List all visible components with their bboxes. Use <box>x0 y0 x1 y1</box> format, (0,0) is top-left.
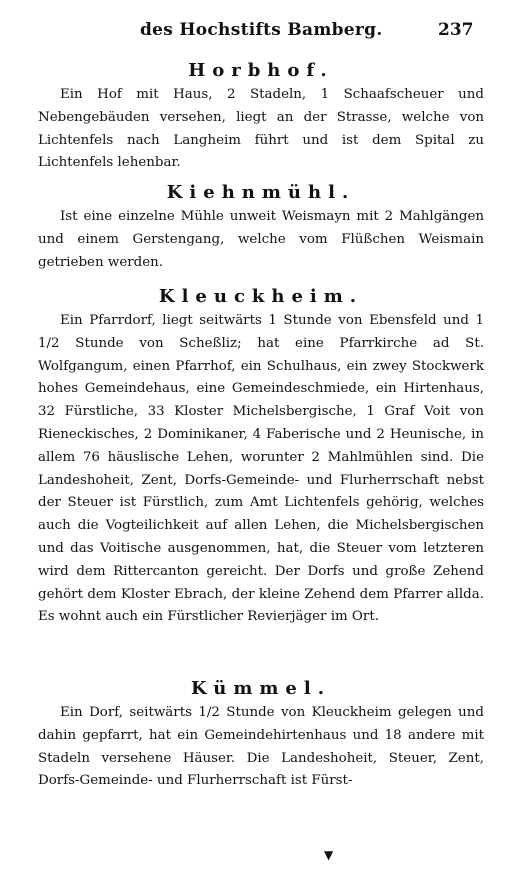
entry-heading: Kümmel. <box>191 678 331 699</box>
entry-text: Ein Pfarrdorf, liegt seitwärts 1 Stunde von Ebensfeld und 1 1/2 Stunde von Scheßliz; hat eine Pfarrkirche ad St. Wolfgangum, einen Pfarrhof, ein Schulhaus, ein zwey Stockwerk hohes Gemeindehaus, eine Gemeindeschmiede, ein Hirtenhaus, 32 Fürstliche, 33 Kloster Michelsbergische, 1 Graf Voit von Rieneckisches, 2 Dominikaner, 4 Faberische und 2 Heunische, in allem 76 häuslische Lehen, worunter 2 Mahlmühlen sind. Die Landeshoheit, Zent, Dorfs-Gemeinde- und Flurherrschaft nebst der Steuer ist Fürstlich, zum Amt Lichtenfels gehörig, welches auch die Vogteilichkeit auf allen Lehen, die Michelsbergischen und das Voitische ausgenommen, hat, die Steuer vom letzteren wird dem Rittercanton gereicht. Der Dorfs und große Zehend gehört dem Kloster Ebrach, der kleine Zehend dem Pfarrer allda. Es wohnt auch ein Fürstlicher Revierjäger im Ort. <box>38 313 484 625</box>
entry-heading: Horbhof. <box>188 60 334 81</box>
entry-heading: Kiehnmühl. <box>166 182 356 203</box>
page-number: 237 <box>438 20 474 40</box>
entry-text: Ist eine einzelne Mühle unweit Weismayn mit 2 Mahlgängen und einem Gerstengang, welche vom Flüßchen Weismain getrieben werden. <box>38 209 484 270</box>
entry-kuemmel <box>38 676 484 793</box>
entry-text: Ein Hof mit Haus, 2 Stadeln, 1 Schaafscheuer und Nebengebäuden versehen, liegt an der Strasse, welche von Lichtenfels nach Langheim führt und ist dem Spital zu Lichtenfels lehenbar. <box>38 87 484 171</box>
entry-text: Ein Dorf, seitwärts 1/2 Stunde von Kleuckheim gelegen und dahin gepfarrt, hat ein Gemeindehirtenhaus und 18 andere mit Stadeln versehene Häuser. Die Landeshoheit, Steuer, Zent, Dorfs-Gemeinde- und Flurherrschaft ist Fürst- <box>38 705 484 789</box>
entry-kiehnmuehl <box>38 180 484 274</box>
entry-kleuckheim <box>38 284 484 629</box>
entry-heading: Kleuckheim. <box>158 286 364 307</box>
running-head: des Hochstifts Bamberg. <box>140 20 383 40</box>
ink-mark-ornament: ▼ <box>324 848 334 862</box>
entry-horbhof <box>38 58 484 175</box>
